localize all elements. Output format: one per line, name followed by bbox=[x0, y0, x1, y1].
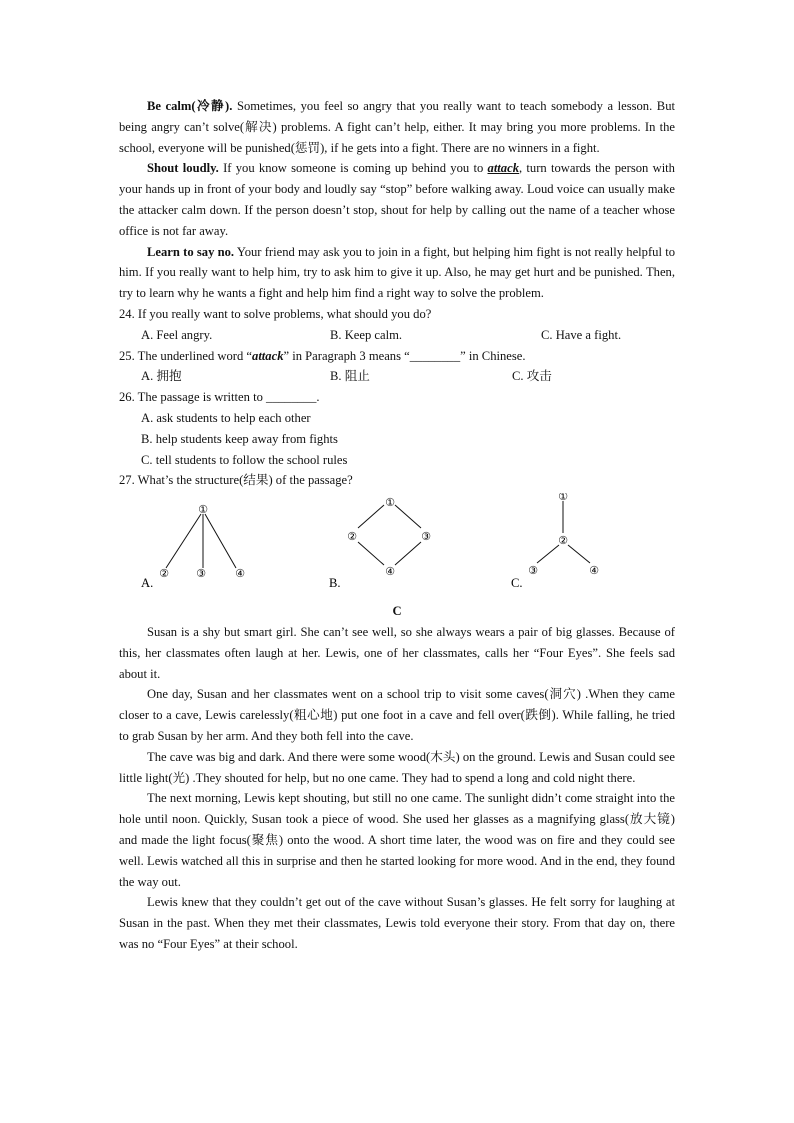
diagram-a[interactable] bbox=[141, 503, 245, 590]
diagram-svg bbox=[119, 493, 675, 601]
paragraph-heading: Shout loudly. bbox=[147, 161, 219, 176]
node-3: ③ bbox=[528, 564, 538, 578]
question-26: 26. The passage is written to ________. bbox=[119, 390, 320, 405]
option-c[interactable]: C. tell students to follow the school rules bbox=[141, 452, 348, 467]
passage-paragraph-3 bbox=[119, 242, 675, 304]
underlined-word: attack bbox=[487, 161, 519, 176]
paragraph-text: If you know someone is coming up behind you to bbox=[218, 161, 488, 176]
paragraph-text: Sometimes, you feel so angry that you really want to teach somebody a lesson. But being angry can’t solve(解决) problems. A fight can’t help, either. It may bring you more problems. In the school, everyone will be punished(惩罚), if he gets into a fight. There are no winners in a fight. bbox=[119, 99, 675, 155]
story-paragraph-1: Susan is a shy but smart girl. She can’t see well, so she always wears a pair of big glasses. Because of this, her classmates often laugh at her. Lewis, one of her classmates, calls her “Four Eyes”. She feels sad about it. bbox=[119, 624, 675, 681]
option-c[interactable]: C. Have a fight. bbox=[541, 327, 622, 342]
paragraph-heading: Learn to say no. bbox=[147, 244, 235, 259]
option-c[interactable]: C. 攻击 bbox=[512, 369, 552, 384]
question-25-options bbox=[119, 366, 675, 387]
question-word: attack bbox=[252, 348, 284, 363]
passage-paragraph-1 bbox=[119, 96, 675, 158]
story-paragraph-4: The next morning, Lewis kept shouting, but still no one came. The sunlight didn’t come straight into the hole until noon. Quickly, Susan took a piece of wood. She used her glasses as a magnifying glass(放大镜) and made the light focus(聚焦) onto the wood. A short time later, the wood was on fire and they could see well. Lewis watched all this in surprise and then he started looking for more wood. And in the end, they found the way out. bbox=[119, 791, 675, 889]
exam-page bbox=[119, 96, 675, 955]
question-24: 24. If you really want to solve problems, what should you do? bbox=[119, 306, 432, 321]
option-b[interactable]: B. Keep calm. bbox=[330, 327, 403, 342]
label-b: B. bbox=[329, 576, 341, 591]
story-paragraph-3: The cave was big and dark. And there were some wood(木头) on the ground. Lewis and Susan could see little light(光) .They shouted for help, but no one came. They had to spend a long and cold night there. bbox=[119, 749, 675, 785]
node-3: ③ bbox=[421, 530, 431, 544]
diagram-b[interactable] bbox=[329, 496, 431, 590]
node-4: ④ bbox=[235, 567, 245, 581]
node-2: ② bbox=[159, 567, 169, 581]
option-a[interactable]: A. Feel angry. bbox=[141, 327, 213, 342]
node-1: ① bbox=[385, 496, 395, 510]
question-27: 27. What’s the structure(结果) of the passage? bbox=[119, 473, 353, 488]
node-2: ② bbox=[558, 534, 568, 548]
option-a[interactable]: A. 拥抱 bbox=[141, 369, 182, 384]
structure-diagrams bbox=[119, 493, 675, 601]
option-b[interactable]: B. 阻止 bbox=[330, 369, 370, 384]
option-a[interactable]: A. ask students to help each other bbox=[141, 410, 311, 425]
node-2: ② bbox=[347, 530, 357, 544]
paragraph-text: , turn towards the person with your hands up in front of your body and loudly say “stop” before walking away. Loud voice can usually make the attacker calm down. If the person doesn’t stop, shout for help by calling out the name of a teacher whose office is not far away. bbox=[119, 161, 675, 238]
label-c: C. bbox=[511, 576, 523, 591]
node-1: ① bbox=[198, 503, 208, 517]
diagram-c[interactable] bbox=[511, 493, 599, 590]
node-4: ④ bbox=[589, 564, 599, 578]
paragraph-text: Your friend may ask you to join in a fight, but helping him fight is not really helpful to him. If you really want to help him, try to ask him to give it up. Also, he may get hurt and be punished. Then, try to learn why he wants a fight and help him find a right way to solve the problem. bbox=[119, 244, 675, 301]
story-paragraph-2: One day, Susan and her classmates went on a school trip to visit some caves(洞穴) .When they came closer to a cave, Lewis carelessly(粗心地) put one foot in a cave and fell over(跌倒). While falling, he tried to grab Susan by her arm. And they both fell into the cave. bbox=[119, 687, 675, 743]
passage-paragraph-2 bbox=[119, 158, 675, 241]
label-a: A. bbox=[141, 576, 154, 591]
node-3: ③ bbox=[196, 567, 206, 581]
question-25: 25. The underlined word “attack” in Paragraph 3 means “________” in Chinese. bbox=[119, 348, 526, 363]
section-label: C bbox=[392, 604, 402, 619]
story-paragraph-5: Lewis knew that they couldn’t get out of the cave without Susan’s glasses. He felt sorry for laughing at Susan in the past. When they met their classmates, Lewis told everyone their story. From that day on, there was no “Four Eyes” at their school. bbox=[119, 895, 675, 951]
node-1: ① bbox=[558, 493, 568, 504]
option-b[interactable]: B. help students keep away from fights bbox=[141, 431, 338, 446]
question-24-options bbox=[119, 325, 675, 346]
node-4: ④ bbox=[385, 565, 395, 579]
paragraph-heading: Be calm(冷静). bbox=[147, 99, 233, 113]
